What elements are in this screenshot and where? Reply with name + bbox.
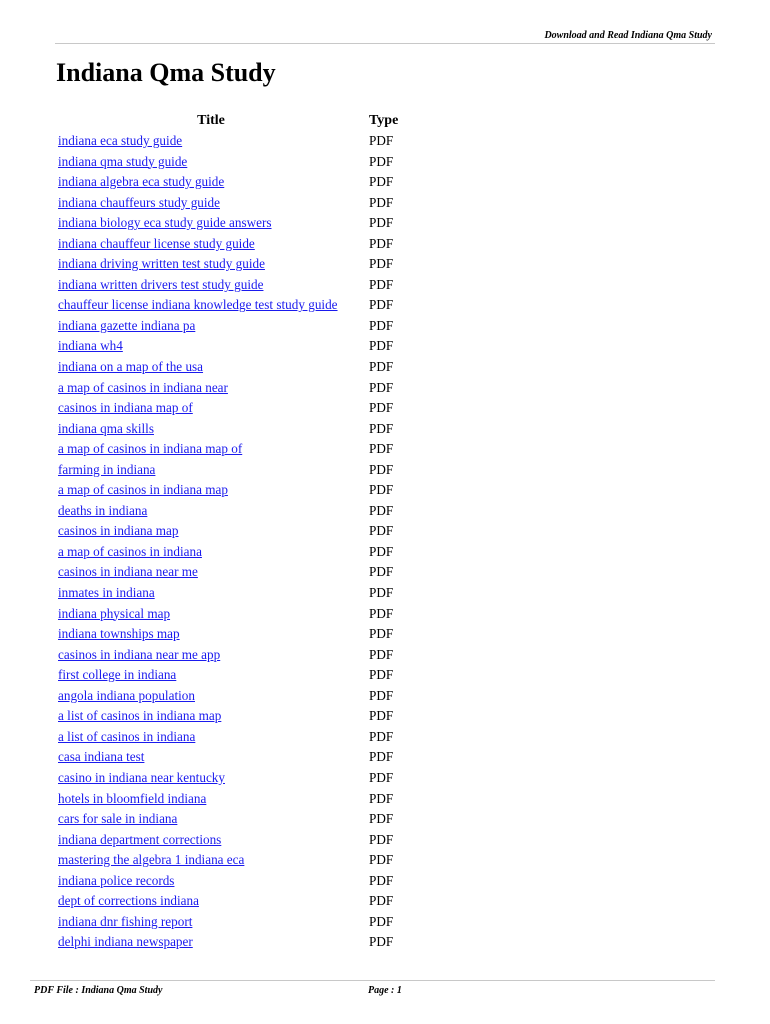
title-cell bbox=[58, 604, 364, 625]
title-cell bbox=[58, 398, 364, 419]
document-link[interactable]: indiana police records bbox=[58, 872, 175, 888]
title-cell bbox=[58, 275, 364, 296]
footer-file-label: PDF File : Indiana Qma Study bbox=[34, 985, 163, 996]
document-link[interactable]: indiana driving written test study guide bbox=[58, 256, 265, 272]
title-cell bbox=[58, 131, 364, 152]
file-type-cell: PDF bbox=[369, 872, 394, 888]
title-cell bbox=[58, 172, 364, 193]
document-list-table bbox=[58, 110, 458, 953]
file-type-cell: PDF bbox=[369, 708, 394, 724]
document-link[interactable]: indiana written drivers test study guide bbox=[58, 276, 264, 292]
document-link[interactable]: indiana biology eca study guide answers bbox=[58, 215, 272, 231]
file-type-cell: PDF bbox=[369, 256, 394, 272]
file-type-cell: PDF bbox=[369, 790, 394, 806]
title-cell bbox=[58, 336, 364, 357]
title-cell bbox=[58, 583, 364, 604]
document-link[interactable]: a map of casinos in indiana map bbox=[58, 482, 228, 498]
document-link[interactable]: casino in indiana near kentucky bbox=[58, 769, 225, 785]
file-type-cell: PDF bbox=[369, 461, 394, 477]
file-type-cell: PDF bbox=[369, 585, 394, 601]
table-row bbox=[58, 645, 458, 666]
document-link[interactable]: indiana dnr fishing report bbox=[58, 913, 193, 929]
table-row bbox=[58, 439, 458, 460]
document-link[interactable]: a list of casinos in indiana bbox=[58, 728, 196, 744]
document-link[interactable]: first college in indiana bbox=[58, 667, 177, 683]
title-cell bbox=[58, 850, 364, 871]
title-cell bbox=[58, 316, 364, 337]
file-type-cell: PDF bbox=[369, 338, 394, 354]
file-type-cell: PDF bbox=[369, 194, 394, 210]
table-row bbox=[58, 850, 458, 871]
document-link[interactable]: indiana department corrections bbox=[58, 831, 222, 847]
document-link[interactable]: a map of casinos in indiana map of bbox=[58, 441, 243, 457]
title-cell bbox=[58, 912, 364, 933]
file-type-cell: PDF bbox=[369, 728, 394, 744]
file-type-cell: PDF bbox=[369, 235, 394, 251]
file-type-cell: PDF bbox=[369, 564, 394, 580]
document-link[interactable]: indiana qma skills bbox=[58, 420, 154, 436]
table-row bbox=[58, 295, 458, 316]
title-cell bbox=[58, 562, 364, 583]
title-cell bbox=[58, 768, 364, 789]
file-type-cell: PDF bbox=[369, 379, 394, 395]
footer-divider bbox=[30, 980, 715, 981]
title-cell bbox=[58, 830, 364, 851]
document-link[interactable]: mastering the algebra 1 indiana eca bbox=[58, 852, 245, 868]
table-row bbox=[58, 871, 458, 892]
document-link[interactable]: deaths in indiana bbox=[58, 502, 148, 518]
document-link[interactable]: indiana townships map bbox=[58, 626, 180, 642]
table-row bbox=[58, 521, 458, 542]
file-type-cell: PDF bbox=[369, 174, 394, 190]
document-link[interactable]: a list of casinos in indiana map bbox=[58, 708, 222, 724]
document-link[interactable]: chauffeur license indiana knowledge test study guide bbox=[58, 297, 338, 313]
document-link[interactable]: indiana eca study guide bbox=[58, 133, 183, 148]
title-cell bbox=[58, 254, 364, 275]
table-row bbox=[58, 172, 458, 193]
column-header-title: Title bbox=[197, 112, 225, 128]
document-link[interactable]: dept of corrections indiana bbox=[58, 893, 199, 909]
document-link[interactable]: indiana wh4 bbox=[58, 338, 123, 354]
title-cell bbox=[58, 645, 364, 666]
table-row bbox=[58, 152, 458, 173]
title-cell bbox=[58, 213, 364, 234]
table-row bbox=[58, 336, 458, 357]
document-link[interactable]: a map of casinos in indiana bbox=[58, 543, 202, 559]
file-type-cell: PDF bbox=[369, 769, 394, 785]
title-cell bbox=[58, 152, 364, 173]
table-body bbox=[58, 131, 458, 953]
table-row bbox=[58, 398, 458, 419]
document-link[interactable]: indiana qma study guide bbox=[58, 153, 188, 169]
document-link[interactable]: casa indiana test bbox=[58, 749, 145, 765]
file-type-cell: PDF bbox=[369, 934, 394, 950]
table-row bbox=[58, 583, 458, 604]
document-link[interactable]: inmates in indiana bbox=[58, 585, 155, 601]
title-cell bbox=[58, 378, 364, 399]
table-row bbox=[58, 501, 458, 522]
table-row bbox=[58, 604, 458, 625]
table-row bbox=[58, 542, 458, 563]
title-cell bbox=[58, 706, 364, 727]
file-type-cell: PDF bbox=[369, 831, 394, 847]
title-cell bbox=[58, 480, 364, 501]
table-row bbox=[58, 830, 458, 851]
file-type-cell: PDF bbox=[369, 297, 394, 313]
file-type-cell: PDF bbox=[369, 543, 394, 559]
file-type-cell: PDF bbox=[369, 359, 394, 375]
document-link[interactable]: cars for sale in indiana bbox=[58, 811, 178, 827]
file-type-cell: PDF bbox=[369, 317, 394, 333]
file-type-cell: PDF bbox=[369, 482, 394, 498]
table-row bbox=[58, 316, 458, 337]
file-type-cell: PDF bbox=[369, 133, 394, 148]
table-row bbox=[58, 378, 458, 399]
document-link[interactable]: angola indiana population bbox=[58, 687, 195, 703]
table-row bbox=[58, 193, 458, 214]
document-link[interactable]: casinos in indiana map of bbox=[58, 400, 193, 416]
title-cell bbox=[58, 521, 364, 542]
title-cell bbox=[58, 891, 364, 912]
document-link[interactable]: indiana gazette indiana pa bbox=[58, 317, 196, 333]
title-cell bbox=[58, 789, 364, 810]
table-row bbox=[58, 480, 458, 501]
title-cell bbox=[58, 501, 364, 522]
header-divider bbox=[55, 43, 715, 44]
file-type-cell: PDF bbox=[369, 852, 394, 868]
title-cell bbox=[58, 665, 364, 686]
table-header-row bbox=[58, 110, 458, 131]
file-type-cell: PDF bbox=[369, 523, 394, 539]
file-type-cell: PDF bbox=[369, 215, 394, 231]
file-type-cell: PDF bbox=[369, 400, 394, 416]
table-row bbox=[58, 624, 458, 645]
title-cell bbox=[58, 357, 364, 378]
title-cell bbox=[58, 747, 364, 768]
document-link[interactable]: casinos in indiana near me app bbox=[58, 646, 221, 662]
table-row bbox=[58, 912, 458, 933]
document-link[interactable]: indiana algebra eca study guide bbox=[58, 174, 225, 190]
title-cell bbox=[58, 542, 364, 563]
document-link[interactable]: indiana on a map of the usa bbox=[58, 359, 204, 375]
document-link[interactable]: a map of casinos in indiana near bbox=[58, 379, 228, 395]
title-cell bbox=[58, 193, 364, 214]
file-type-cell: PDF bbox=[369, 687, 394, 703]
file-type-cell: PDF bbox=[369, 153, 394, 169]
document-link[interactable]: delphi indiana newspaper bbox=[58, 934, 193, 950]
title-cell bbox=[58, 624, 364, 645]
file-type-cell: PDF bbox=[369, 913, 394, 929]
title-cell bbox=[58, 809, 364, 830]
file-type-cell: PDF bbox=[369, 420, 394, 436]
column-header-type: Type bbox=[369, 112, 399, 128]
file-type-cell: PDF bbox=[369, 502, 394, 518]
table-row bbox=[58, 686, 458, 707]
file-type-cell: PDF bbox=[369, 276, 394, 292]
document-link[interactable]: indiana chauffeur license study guide bbox=[58, 235, 255, 251]
file-type-cell: PDF bbox=[369, 626, 394, 642]
title-cell bbox=[58, 419, 364, 440]
running-header: Download and Read Indiana Qma Study bbox=[544, 30, 712, 41]
table-row bbox=[58, 254, 458, 275]
table-row bbox=[58, 809, 458, 830]
table-row bbox=[58, 768, 458, 789]
title-cell bbox=[58, 727, 364, 748]
table-row bbox=[58, 891, 458, 912]
table-row bbox=[58, 706, 458, 727]
file-type-cell: PDF bbox=[369, 441, 394, 457]
table-row bbox=[58, 665, 458, 686]
document-link[interactable]: casinos in indiana map bbox=[58, 523, 179, 539]
file-type-cell: PDF bbox=[369, 646, 394, 662]
table-row bbox=[58, 234, 458, 255]
file-type-cell: PDF bbox=[369, 667, 394, 683]
title-cell bbox=[58, 686, 364, 707]
file-type-cell: PDF bbox=[369, 893, 394, 909]
table-row bbox=[58, 460, 458, 481]
file-type-cell: PDF bbox=[369, 605, 394, 621]
table-row bbox=[58, 275, 458, 296]
title-cell bbox=[58, 295, 364, 316]
table-row bbox=[58, 419, 458, 440]
document-link[interactable]: hotels in bloomfield indiana bbox=[58, 790, 207, 806]
page-title: Indiana Qma Study bbox=[56, 58, 276, 87]
file-type-cell: PDF bbox=[369, 749, 394, 765]
table-row bbox=[58, 213, 458, 234]
document-link[interactable]: indiana chauffeurs study guide bbox=[58, 194, 220, 210]
table-row bbox=[58, 789, 458, 810]
document-link[interactable]: casinos in indiana near me bbox=[58, 564, 198, 580]
title-cell bbox=[58, 234, 364, 255]
table-row bbox=[58, 932, 458, 953]
table-row bbox=[58, 747, 458, 768]
title-cell bbox=[58, 460, 364, 481]
document-link[interactable]: indiana physical map bbox=[58, 605, 171, 621]
table-row bbox=[58, 727, 458, 748]
file-type-cell: PDF bbox=[369, 811, 394, 827]
document-link[interactable]: farming in indiana bbox=[58, 461, 156, 477]
table-row bbox=[58, 357, 458, 378]
title-cell bbox=[58, 871, 364, 892]
title-cell bbox=[58, 439, 364, 460]
footer-page-number: Page : 1 bbox=[368, 985, 402, 996]
table-row bbox=[58, 562, 458, 583]
table-row bbox=[58, 131, 458, 152]
title-cell bbox=[58, 932, 364, 953]
